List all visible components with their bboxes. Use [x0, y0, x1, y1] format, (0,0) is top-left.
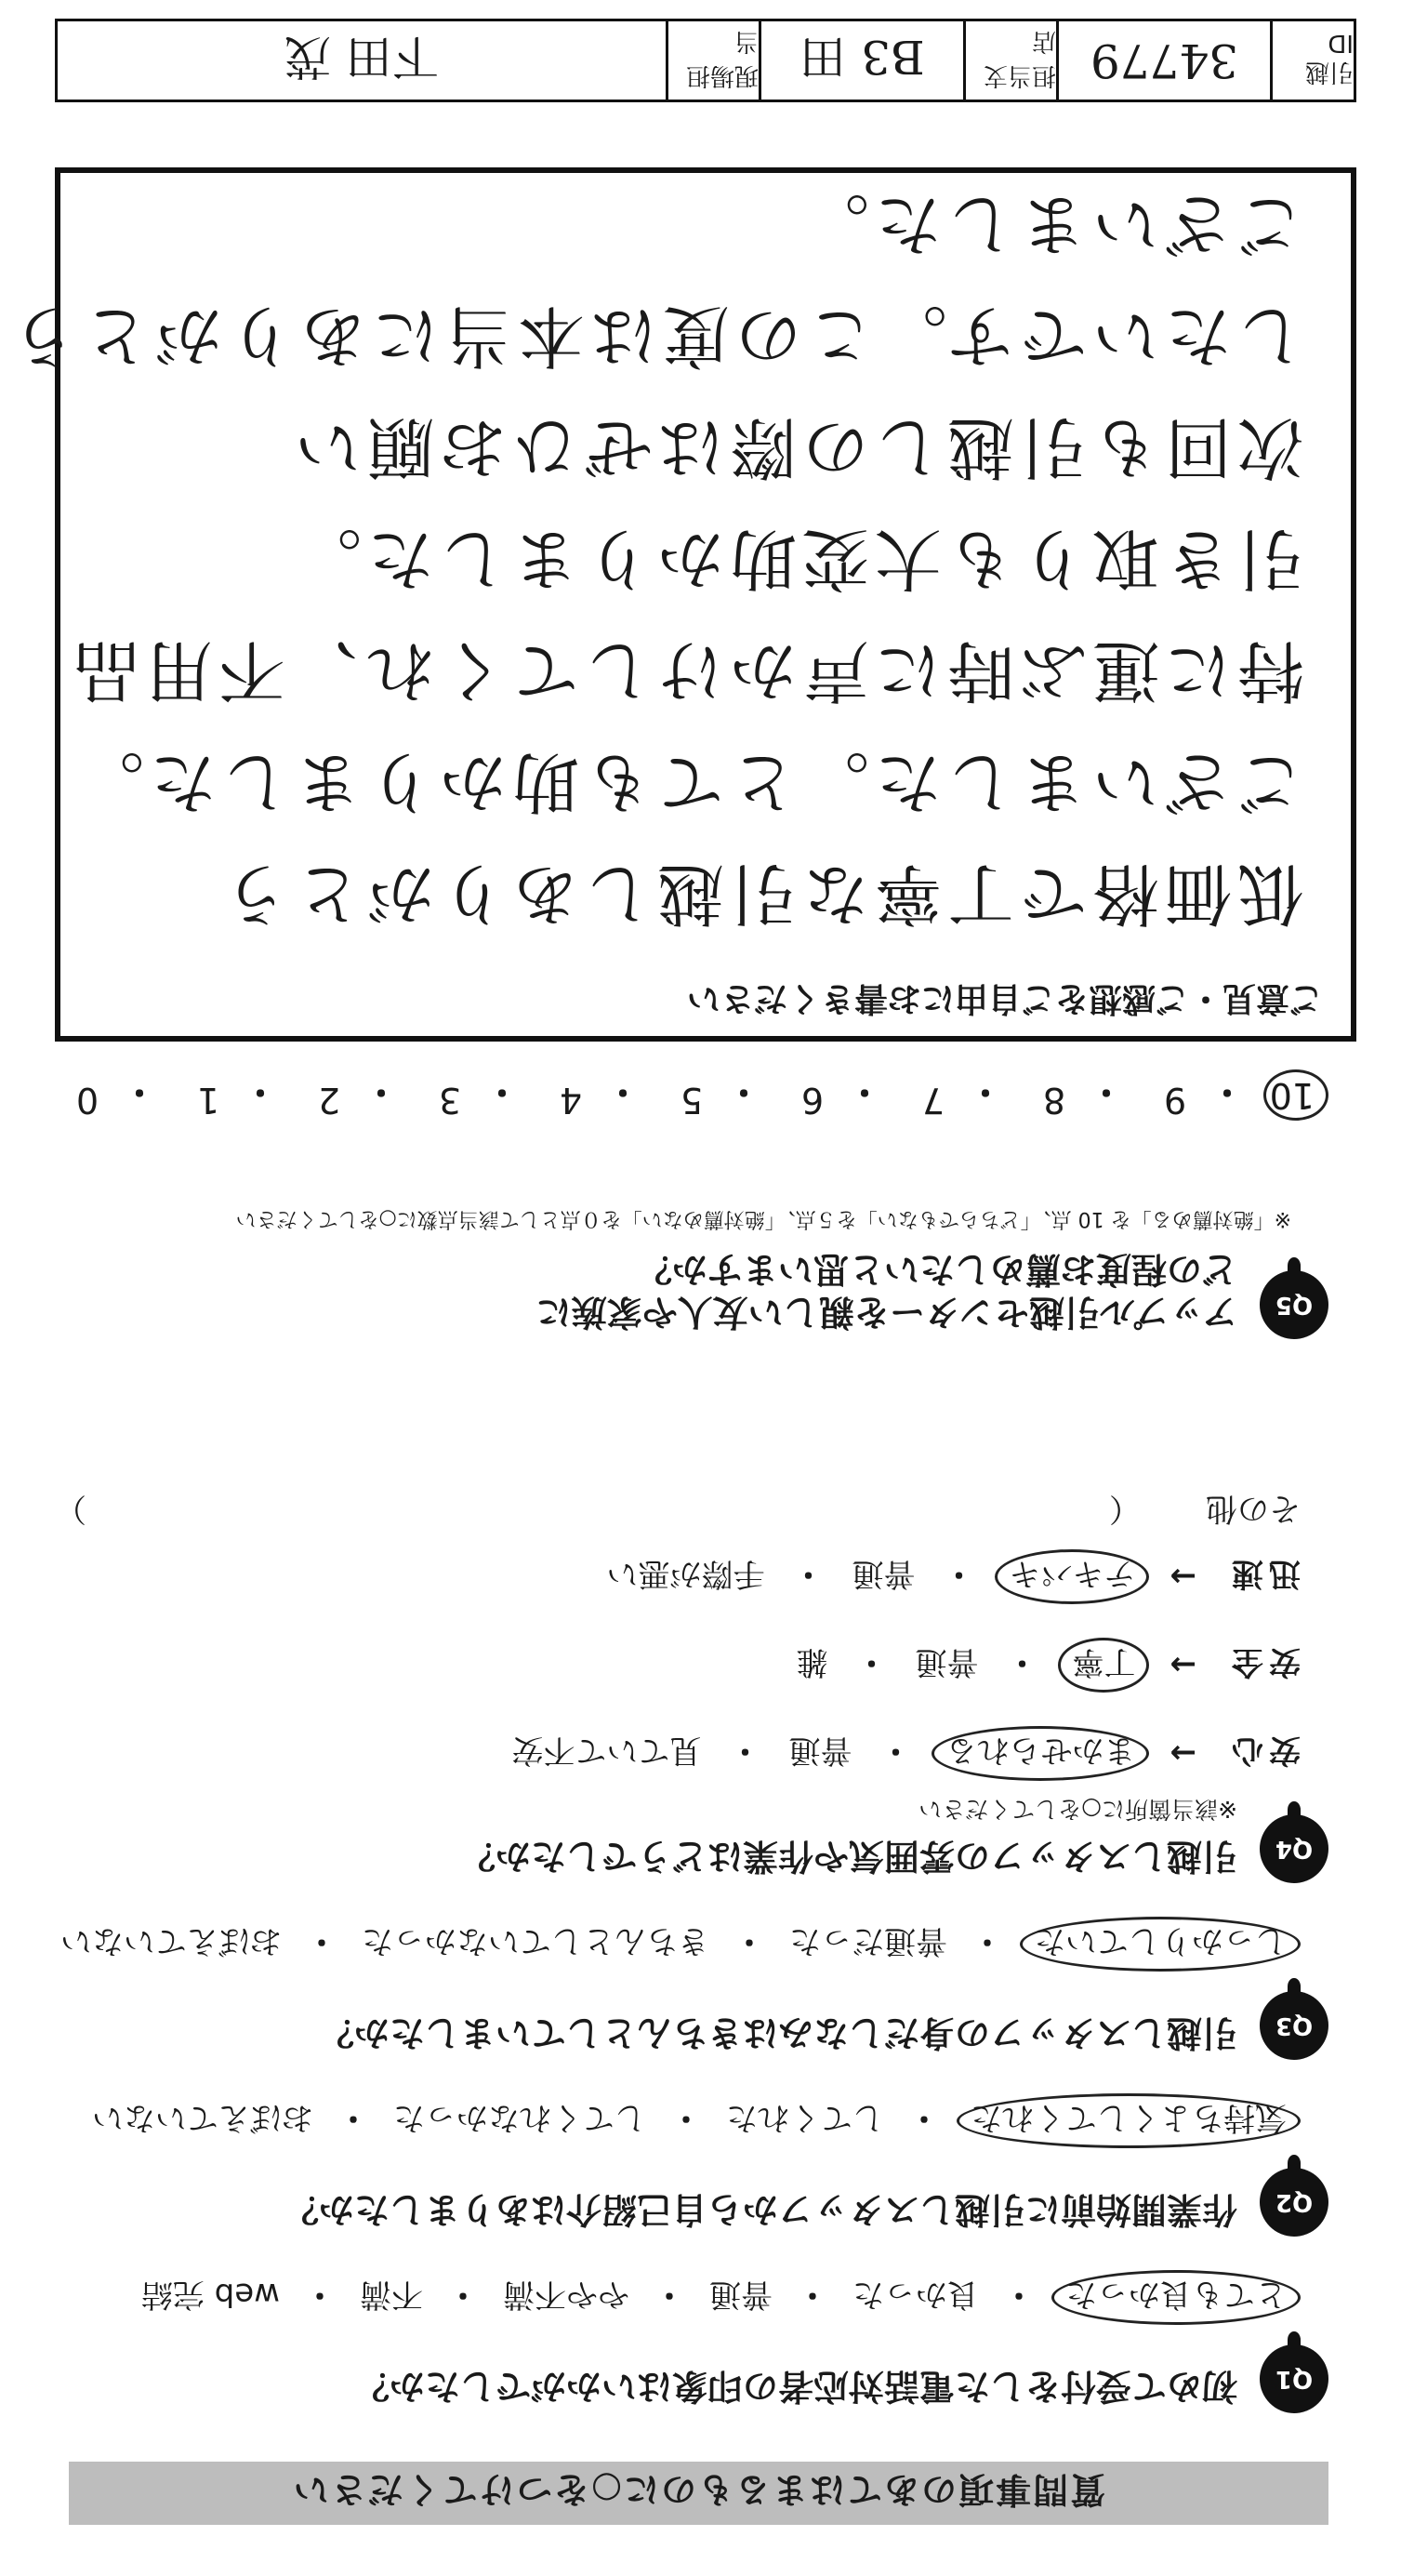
q1-text: 初めて受付をした電話対応者の印象はいかがでしたか？	[353, 2366, 1237, 2407]
q4-badge: Q4	[1260, 1814, 1328, 1883]
arrow-icon: →	[1170, 1558, 1196, 1596]
q2-option[interactable]: してくれなかった	[393, 2099, 646, 2136]
comment-title: ご意見・ご感想をご自由にお書きください	[686, 979, 1323, 1017]
q4-other-label: その他	[1206, 1490, 1301, 1527]
q1-option[interactable]: web 完結	[140, 2276, 280, 2313]
comment-line: 引き取りも大変助かりました。	[288, 520, 1304, 598]
comment-line: したいです。この度は本当にありがとう	[4, 297, 1304, 375]
q2-text: 作業開始前に引越しスタッフから自己紹介はありましたか？	[283, 2189, 1237, 2230]
q2-badge: Q2	[1260, 2168, 1328, 2237]
scale-option[interactable]: 1	[196, 1080, 220, 1121]
q4-row-other	[55, 1489, 1301, 1534]
branch-label: 担当支店	[963, 21, 1056, 100]
q3-option[interactable]: きちんとしていなかった	[362, 1922, 709, 1959]
q3-text: 引越しスタッフの身だしなみはきちんとしていましたか？	[318, 2012, 1237, 2053]
q2-options: 気持ちよくしてくれた ・ してくれた ・ してくれなかった ・ おぼえていない	[85, 2093, 1301, 2148]
scale-option[interactable]: 10	[1263, 1069, 1328, 1121]
q5-text-line1: アップル引越センターを親しい友人や家族に	[535, 1292, 1237, 1333]
q4-row-label: 安心	[1226, 1732, 1301, 1769]
scale-option[interactable]: 6	[800, 1080, 825, 1121]
q2-option[interactable]: 気持ちよくしてくれた	[957, 2093, 1301, 2148]
q4-option[interactable]: 普通	[915, 1643, 979, 1680]
scale-option[interactable]: 3	[438, 1080, 462, 1121]
q4-other-field[interactable]: （）	[55, 1490, 1141, 1527]
q4-option[interactable]: 手際が悪い	[606, 1555, 765, 1592]
scale-option[interactable]: 9	[1163, 1080, 1187, 1121]
question-2	[27, 2088, 1328, 2237]
q4-option[interactable]: 普通	[852, 1555, 916, 1592]
q3-option[interactable]: おぼえていない	[60, 1922, 282, 1959]
q1-option[interactable]: 良かった	[852, 2276, 979, 2313]
scale-option[interactable]: 0	[75, 1080, 99, 1121]
instruction-band	[69, 2462, 1328, 2525]
comment-line: 特に運ぶ時に声かけしてくれ、不用品	[67, 631, 1304, 710]
question-5	[27, 1135, 1328, 1339]
recommend-scale: 10 ・ 9 ・ 8 ・ 7 ・ 6 ・ 5 ・ 4 ・ 3 ・ 2 ・ 1 ・ 0	[55, 1069, 1328, 1121]
q1-option[interactable]: 普通	[709, 2276, 773, 2313]
move-id-value: 34779	[1056, 21, 1270, 100]
q4-option[interactable]: まかせられる	[932, 1726, 1150, 1781]
comment-box[interactable]	[4, 167, 1356, 1042]
staff-id-table	[55, 19, 1356, 102]
q2-option[interactable]: おぼえていない	[92, 2099, 313, 2136]
q3-option[interactable]: しっかりしていた	[1020, 1917, 1301, 1972]
comment-line: 低価格で丁寧な引越しありがとう	[216, 855, 1304, 933]
q4-option[interactable]: 普通	[788, 1732, 852, 1769]
q2-option[interactable]: してくれた	[726, 2099, 884, 2136]
q4-note: ※該当箇所に○をしてください	[918, 1796, 1237, 1823]
q4-text: 引越しスタッフの雰囲気や作業はどうでしたか？	[459, 1836, 1237, 1877]
arrow-icon: →	[1170, 1734, 1196, 1773]
q1-badge: Q1	[1260, 2344, 1328, 2413]
q1-option[interactable]: とても良かった	[1051, 2270, 1301, 2325]
q4-row-label: 迅速	[1226, 1555, 1301, 1592]
comment-line: ございました。	[796, 185, 1304, 263]
scale-option[interactable]: 7	[921, 1080, 945, 1121]
q4-row-anzen: 安全 → 丁寧 ・ 普通 ・ 雑	[789, 1638, 1302, 1693]
q4-option[interactable]: 見ていて不安	[511, 1732, 702, 1769]
q4-option[interactable]: 雑	[796, 1643, 828, 1680]
question-3	[27, 1911, 1328, 2060]
q3-option[interactable]: 普通だった	[789, 1922, 947, 1959]
instruction-text: 質問事項のあてはまるものに○をつけてください	[291, 2469, 1106, 2511]
comment-line: ございました。とても助かりました。	[71, 743, 1304, 821]
leader-value: 下田 茂	[284, 30, 439, 84]
q1-option[interactable]: 不満	[360, 2276, 423, 2313]
branch-value: B3 田	[759, 21, 963, 100]
q4-option[interactable]: 丁寧	[1059, 1638, 1150, 1693]
scale-option[interactable]: 5	[680, 1080, 704, 1121]
scale-option[interactable]: 2	[317, 1080, 341, 1121]
q3-badge: Q3	[1260, 1991, 1328, 2060]
scale-option[interactable]: 8	[1042, 1080, 1066, 1121]
q1-options: とても良かった ・ 良かった ・ 普通 ・ やや不満 ・ 不満 ・ web 完結	[134, 2270, 1301, 2325]
q5-note: ※「絶対薦める」を 10 点、「どちらでもない」を５点、「絶対薦めない」を０点として該当点数に○をしてください	[235, 1207, 1291, 1230]
scale-option[interactable]: 4	[559, 1080, 583, 1121]
comment-line: 次回も引越しの際はぜひお願い	[288, 408, 1304, 486]
q5-badge: Q5	[1260, 1270, 1328, 1339]
q4-option[interactable]: テキパキ	[996, 1549, 1150, 1604]
q4-row-jinsoku: 迅速 → テキパキ ・ 普通 ・ 手際が悪い	[600, 1549, 1302, 1604]
arrow-icon: →	[1170, 1646, 1196, 1684]
q3-options: しっかりしていた ・ 普通だった ・ きちんとしていなかった ・ おぼえていない	[53, 1917, 1301, 1972]
move-id-label: 引越 ID	[1270, 21, 1354, 100]
q5-text-line2: どの程度お薦めしたいと思いますか？	[636, 1249, 1237, 1290]
leader-label: 現場担当	[666, 21, 759, 100]
q4-row-anshin: 安心 → まかせられる ・ 普通 ・ 見ていて不安	[505, 1726, 1302, 1781]
q1-option[interactable]: やや不満	[503, 2276, 629, 2313]
question-4	[27, 1490, 1328, 1883]
q4-row-label: 安全	[1226, 1643, 1301, 1680]
question-1	[27, 2264, 1328, 2413]
